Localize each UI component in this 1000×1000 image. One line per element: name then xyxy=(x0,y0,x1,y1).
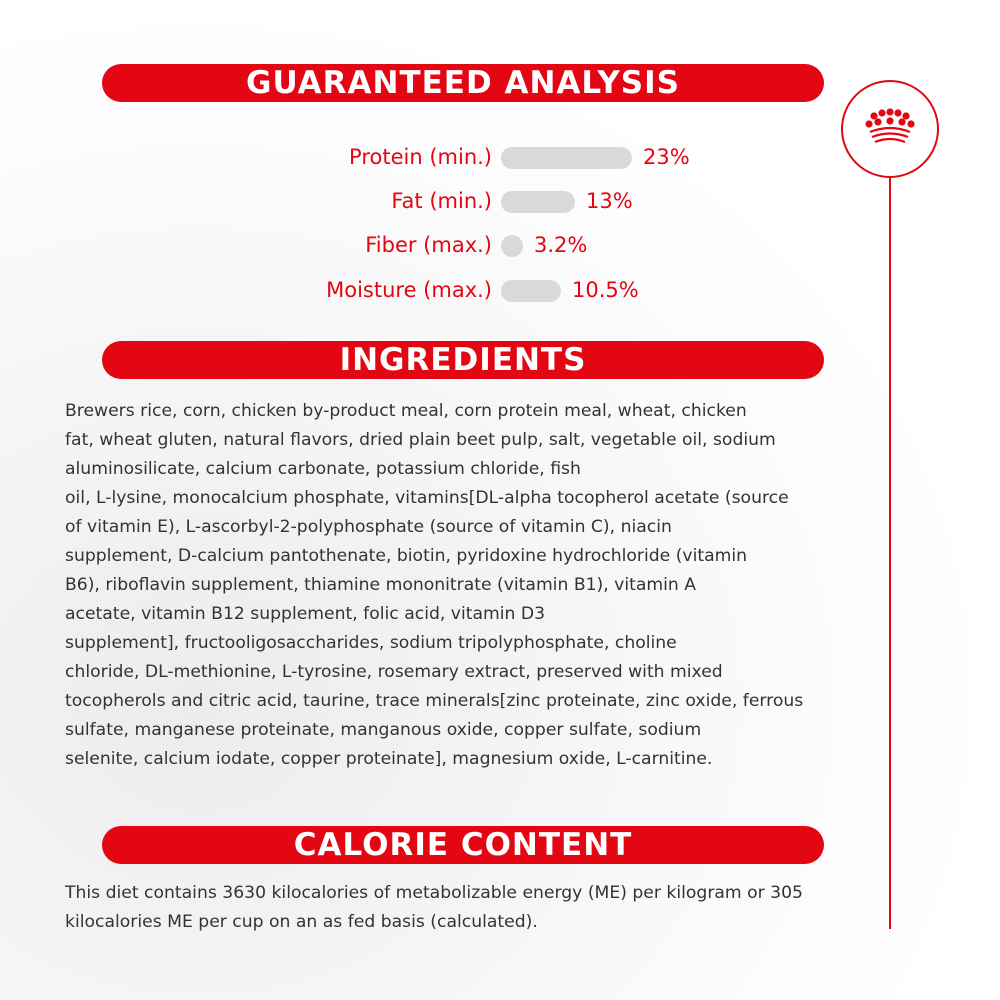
crown-icon xyxy=(843,82,937,176)
analysis-value: 13% xyxy=(586,189,633,213)
ingredients-heading: INGREDIENTS xyxy=(102,341,824,379)
calorie-line: This diet contains 3630 kilocalories of metabolizable energy (ME) per kilogram or 305 xyxy=(65,883,803,903)
ingredients-line: aluminosilicate, calcium carbonate, potassium chloride, fish xyxy=(65,459,581,479)
ingredients-line: fat, wheat gluten, natural flavors, dried plain beet pulp, salt, vegetable oil, sodium xyxy=(65,430,776,450)
analysis-row-moisture xyxy=(0,275,1000,305)
analysis-value: 3.2% xyxy=(534,233,588,257)
analysis-row-fiber xyxy=(0,230,1000,260)
timeline-line xyxy=(889,178,891,929)
ingredients-text xyxy=(65,397,865,774)
calorie-heading: CALORIE CONTENT xyxy=(102,826,824,864)
analysis-bar xyxy=(501,280,561,302)
analysis-value: 10.5% xyxy=(572,278,639,302)
ingredients-line: supplement, D-calcium pantothenate, biotin, pyridoxine hydrochloride (vitamin xyxy=(65,546,748,566)
ingredients-line: B6), riboflavin supplement, thiamine mononitrate (vitamin B1), vitamin A xyxy=(65,575,697,595)
brand-emblem xyxy=(841,80,939,178)
analysis-row-fat xyxy=(0,186,1000,216)
ingredients-line: tocopherols and citric acid, taurine, trace minerals[zinc proteinate, zinc oxide, ferrous xyxy=(65,691,804,711)
analysis-bar xyxy=(501,235,523,257)
ingredients-line: of vitamin E), L-ascorbyl-2-polyphosphate (source of vitamin C), niacin xyxy=(65,517,672,537)
calorie-text xyxy=(65,879,865,937)
analysis-bar xyxy=(501,147,632,169)
ingredients-line: selenite, calcium iodate, copper proteinate], magnesium oxide, L-carnitine. xyxy=(65,749,713,769)
analysis-heading: GUARANTEED ANALYSIS xyxy=(102,64,824,102)
analysis-bar xyxy=(501,191,575,213)
calorie-line: kilocalories ME per cup on an as fed basis (calculated). xyxy=(65,912,538,932)
ingredients-line: sulfate, manganese proteinate, manganous oxide, copper sulfate, sodium xyxy=(65,720,702,740)
analysis-label: Protein (min.) xyxy=(349,145,492,169)
analysis-label: Fat (min.) xyxy=(391,189,492,213)
ingredients-line: oil, L-lysine, monocalcium phosphate, vitamins[DL-alpha tocopherol acetate (source xyxy=(65,488,789,508)
ingredients-line: supplement], fructooligosaccharides, sodium tripolyphosphate, choline xyxy=(65,633,677,653)
analysis-value: 23% xyxy=(643,145,690,169)
analysis-label: Fiber (max.) xyxy=(365,233,492,257)
ingredients-line: chloride, DL-methionine, L-tyrosine, rosemary extract, preserved with mixed xyxy=(65,662,723,682)
ingredients-line: Brewers rice, corn, chicken by-product meal, corn protein meal, wheat, chicken xyxy=(65,401,747,421)
analysis-label: Moisture (max.) xyxy=(326,278,492,302)
ingredients-line: acetate, vitamin B12 supplement, folic acid, vitamin D3 xyxy=(65,604,546,624)
